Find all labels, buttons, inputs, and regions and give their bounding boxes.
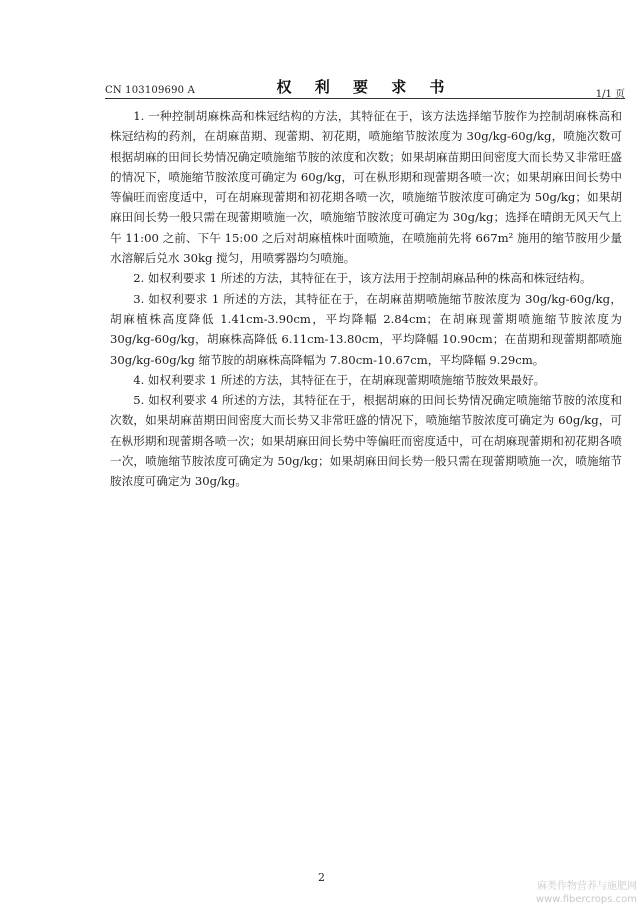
document-title: 权 利 要 求 书 bbox=[276, 78, 454, 96]
claim-paragraph: 1. 一种控制胡麻株高和株冠结构的方法，其特征在于，该方法选择缩节胺作为控制胡麻株高和株冠结构的药剂，在胡麻苗期、现蕾期、初花期，喷施缩节胺浓度为 30g/kg-60g/kg，喷施次数可根据胡麻的田间长势情况确定喷施缩节胺的浓度和次数；如果胡麻苗期田间密度大而长势又非常旺盛的情况下，喷施缩节胺浓度可确定为 60g/kg，可在枞形期和现蕾期各喷一次；如果胡麻田间长势中等偏旺而密度适中，可在胡麻现蕾期和初花期各喷一次，喷施缩节胺浓度可确定为 50g/kg；如果胡麻田间长势一般只需在现蕾期喷施一次，喷施缩节胺浓度可确定为 30g/kg；选择在晴朗无风天气上午 11:00 之前、下午 15:00 之后对胡麻植株叶面喷施，在喷施前先将 667m² 施用的缩节胺用少量水溶解后兑水 30kg 搅匀，用喷雾器均匀喷施。 bbox=[110, 109, 622, 266]
claim-paragraph: 2. 如权利要求 1 所述的方法，其特征在于，该方法用于控制胡麻品种的株高和株冠结构。 bbox=[133, 271, 592, 286]
page-indicator: 1/1 页 bbox=[595, 89, 625, 100]
claims-body bbox=[110, 106, 622, 492]
header-divider bbox=[105, 98, 625, 99]
page-header bbox=[105, 74, 625, 100]
site-watermark bbox=[505, 880, 637, 906]
claim-paragraph: 3. 如权利要求 1 所述的方法，其特征在于，在胡麻苗期喷施缩节胺浓度为 30g/kg-60g/kg，胡麻植株高度降低 1.41cm-3.90cm，平均降幅 2.84cm；在胡麻现蕾期喷施缩节胺浓度为 30g/kg-60g/kg，胡麻株高降低 6.11cm-13.80cm，平均降幅 10.90cm；在苗期和现蕾期都喷施 30g/kg-60g/kg 缩节胺的胡麻株高降幅为 7.80cm-10.67cm，平均降幅 9.29cm。 bbox=[110, 291, 622, 367]
claim-paragraph: 5. 如权利要求 4 所述的方法，其特征在于，根据胡麻的田间长势情况确定喷施缩节胺的浓度和次数，如果胡麻苗期田间密度大而长势又非常旺盛的情况下，喷施缩节胺浓度可确定为 60g/kg，可在枞形期和现蕾期各喷一次；如果胡麻田间长势中等偏旺而密度适中，可在胡麻现蕾期和初花期各喷一次，喷施缩节胺浓度可确定为 50g/kg；如果胡麻田间长势一般只需在现蕾期喷施一次，喷施缩节胺浓度可确定为 30g/kg。 bbox=[110, 393, 622, 489]
claim-paragraph: 4. 如权利要求 1 所述的方法，其特征在于，在胡麻现蕾期喷施缩节胺效果最好。 bbox=[133, 372, 546, 387]
watermark-site-name: 麻类作物营养与施肥网 bbox=[537, 881, 637, 892]
page-number: 2 bbox=[318, 871, 325, 884]
publication-number: CN 103109690 A bbox=[105, 85, 196, 96]
watermark-site-url: www.fibercrops.com bbox=[535, 894, 637, 905]
